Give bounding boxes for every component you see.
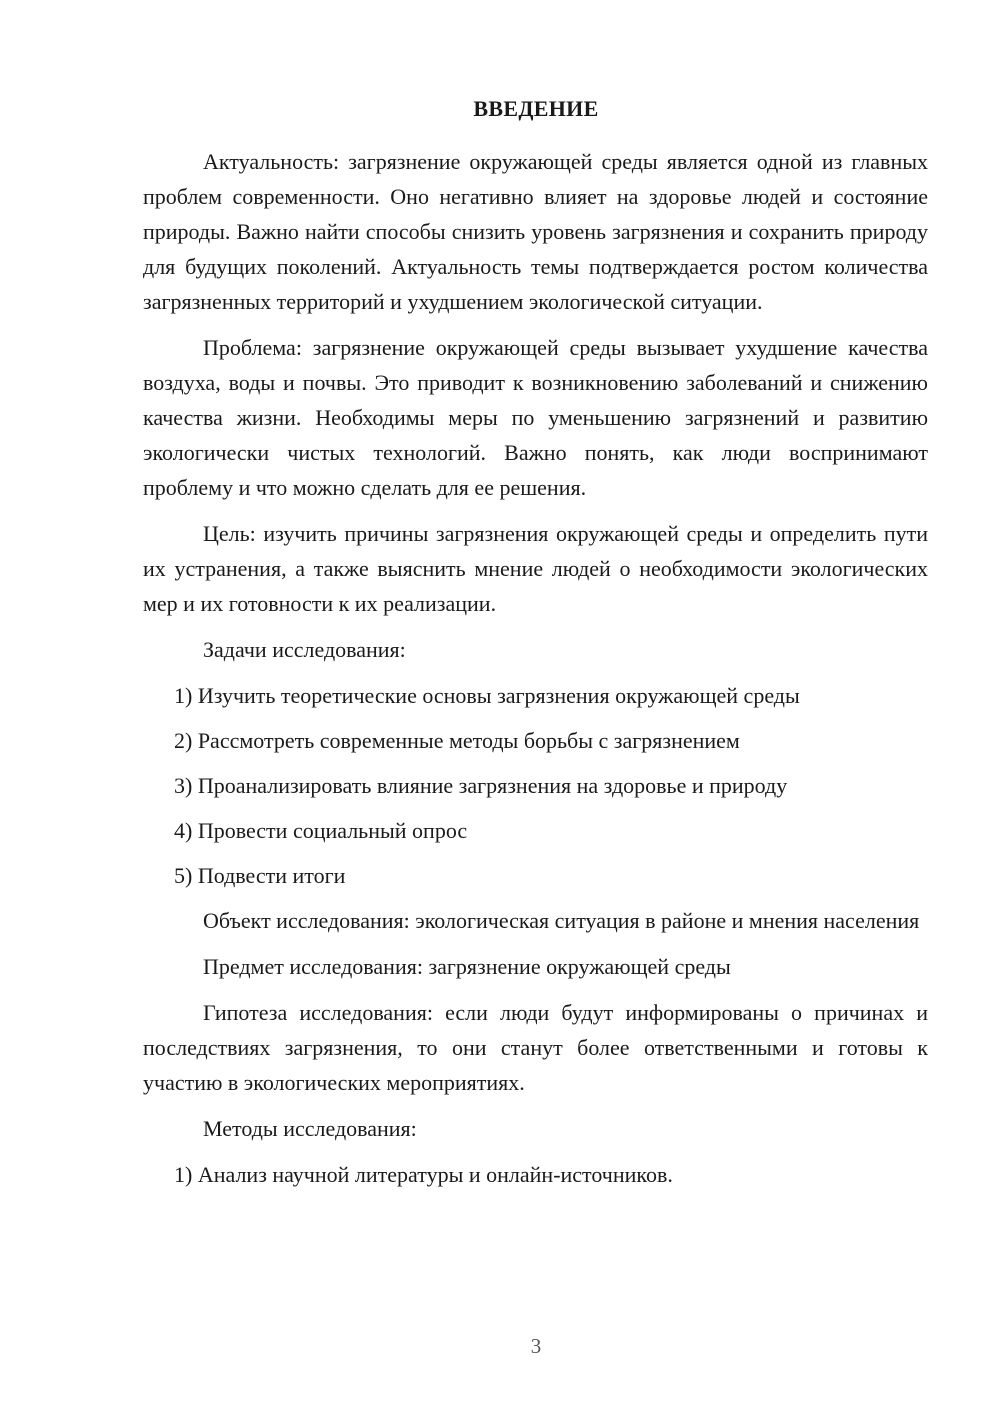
- task-item-5: 5) Подвести итоги: [174, 863, 346, 888]
- tasks-heading: Задачи исследования:: [203, 637, 406, 662]
- task-item-4: 4) Провести социальный опрос: [174, 818, 468, 843]
- task-item-2: 2) Рассмотреть современные методы борьбы с загрязнением: [174, 728, 740, 753]
- task-item-1: 1) Изучить теоретические основы загрязнения окружающей среды: [174, 683, 800, 708]
- problem-paragraph: Проблема: загрязнение окружающей среды вызывает ухудшение качества воздуха, воды и почвы. Это приводит к возникновению заболеваний и снижению качества жизни. Необходимы меры по уменьшению загрязнений и развитию экологически чистых технологий. Важно понять, как люди воспринимают проблему и что можно сделать для ее решения.: [143, 335, 928, 500]
- hypothesis-paragraph: Гипотеза исследования: если люди будут информированы о причинах и последствиях загрязнения, то они станут более ответственными и готовы к участию в экологических мероприятиях.: [143, 1000, 928, 1095]
- subject-paragraph: Предмет исследования: загрязнение окружающей среды: [203, 954, 731, 979]
- page-number: 3: [530, 1334, 542, 1358]
- section-title: ВВЕДЕНИЕ: [473, 96, 599, 121]
- object-paragraph: Объект исследования: экологическая ситуация в районе и мнения населения: [203, 908, 920, 933]
- method-item-1: 1) Анализ научной литературы и онлайн-источников.: [174, 1162, 673, 1187]
- relevance-paragraph: Актуальность: загрязнение окружающей среды является одной из главных проблем современности. Оно негативно влияет на здоровье людей и состояние природы. Важно найти способы снизить уровень загрязнения и сохранить природу для будущих поколений. Актуальность темы подтверждается ростом количества загрязненных территорий и ухудшением экологической ситуации.: [143, 149, 928, 314]
- page-body: [143, 144, 928, 1202]
- task-item-3: 3) Проанализировать влияние загрязнения на здоровье и природу: [174, 773, 788, 798]
- methods-heading: Методы исследования:: [203, 1116, 417, 1141]
- goal-paragraph: Цель: изучить причины загрязнения окружающей среды и определить пути их устранения, а также выяснить мнение людей о необходимости экологических мер и их готовности к их реализации.: [143, 521, 928, 616]
